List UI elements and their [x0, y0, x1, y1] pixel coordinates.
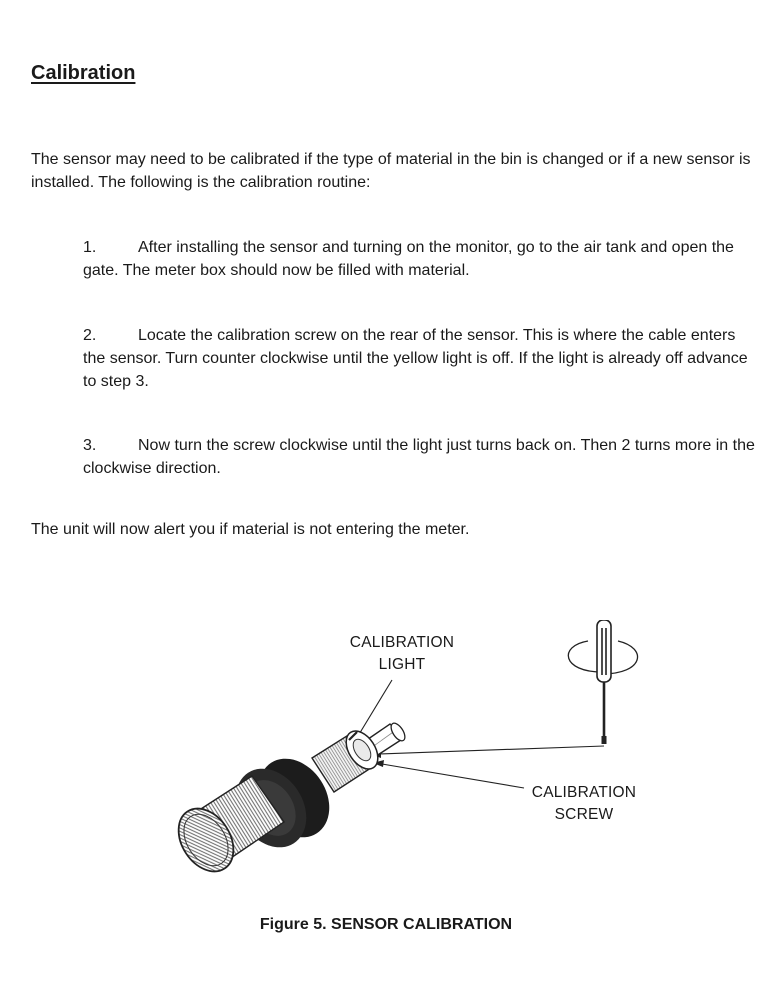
- figure-caption: Figure 5. SENSOR CALIBRATION: [259, 916, 513, 933]
- step-3: [83, 434, 758, 480]
- sensor-calibration-figure: [170, 620, 670, 890]
- step-1-text: After installing the sensor and turning on the monitor, go to the air tank and open the gate. The meter box should now be filled with material.: [83, 239, 734, 279]
- step-1-number: 1.: [83, 239, 97, 256]
- screwdriver-handle: [597, 620, 611, 682]
- step-2-number: 2.: [83, 327, 97, 344]
- calibration-screw-label: CALIBRATION SCREW: [531, 784, 637, 823]
- screw-pointer-line: [382, 764, 524, 788]
- section-heading: Calibration: [31, 62, 136, 84]
- step-2-text: Locate the calibration screw on the rear of the sensor. This is where the cable enters the sensor. Turn counter clockwise until the yellow light is off. If the light is already off advance to step 3.: [83, 327, 748, 390]
- screwdriver-pointer-line: [378, 746, 604, 754]
- calibration-light-label: CALIBRATION LIGHT: [349, 634, 455, 673]
- step-3-text: Now turn the screw clockwise until the light just turns back on. Then 2 turns more in the clockwise direction.: [83, 437, 755, 477]
- screwdriver-tip: [602, 736, 607, 744]
- intro-paragraph: The sensor may need to be calibrated if the type of material in the bin is changed or if a new sensor is installed. The following is the calibration routine:: [31, 151, 751, 191]
- step-1: [83, 236, 758, 282]
- step-3-number: 3.: [83, 437, 97, 454]
- step-2: [83, 324, 758, 393]
- outro-paragraph: The unit will now alert you if material is not entering the meter.: [31, 521, 470, 538]
- screwdriver-icon: [568, 620, 637, 744]
